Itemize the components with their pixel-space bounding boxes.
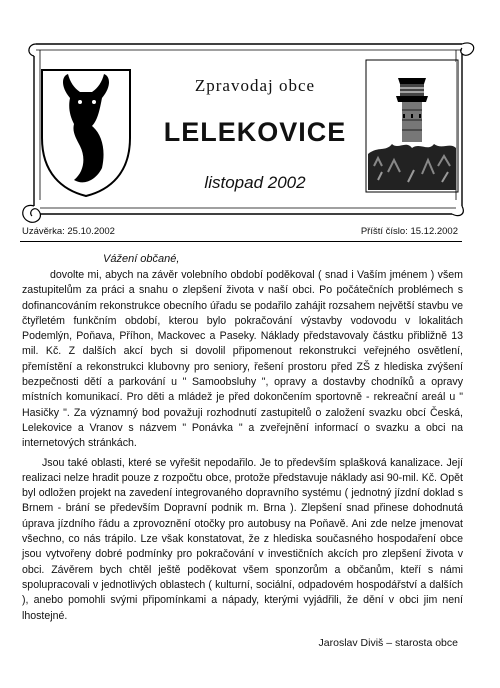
letter-paragraph: dovolte mi, abych na závěr volebního období poděkoval ( snad i Vaším jménem ) všem zastupitelům za práci a snahu o zlepšení života v naší obci. Po počátečních problémech s dofinancováním rekonstrukce obecního úřadu se podařilo zahájit rozsahem největší stavbu ve čtyřletém funkčním období, kterou bylo pokračování výstavby vodovodu v lokalitách Podemlýn, Poňava, Příhon, Mackovec a Paseky. Náklady představovaly částku přibližně 13 mil. Kč. Z dalších akcí bych si dovolil připomenout rekonstrukci veřejného osvětlení, přemístění a rekonstrukci klubovny pro seniory, řešení prostoru před ZŠ z hlediska zvýšení bezpečnosti dětí a parkování u " Samoobsluhy ", opravy a dostavby chodníků a opravy místních komunikací. Pro děti a mládež je před dokončením sportovně - rekreační areál u " Hasičky ". Za významný bod považuji rozhodnutí zastupitelů o založení svazku obcí Česká, Lelekovice a Vranov s názvem " Ponávka " a zveřejnění informací o svazku a obci na internetových stránkách. xyxy=(22,269,463,450)
letter-body xyxy=(22,268,463,624)
masthead xyxy=(0,0,500,240)
letter-greeting: Vážení občané, xyxy=(103,253,180,265)
divider xyxy=(20,241,462,242)
letter-paragraph: Jsou také oblasti, které se vyřešit nepodařilo. Je to především splašková kanalizace. Její realizaci nelze hradit pouze z rozpočtu obce, protože představuje náklady asi 90-mil. Kč. Opět byl odložen projekt na zavedení integrovaného dopravního systému ( jednotný jízdní doklad s Brnem - brání se především Dopravní podnik m. Brna ). Zlepšení snad přinese dohodnutá úprava jízdního řádu a zprovoznění otočky pro autobusy na Poňavě. Ani zde nelze jmenovat všechno, co nás trápilo. Lze však konstatovat, že z hlediska současného hospodaření obce jsou vytvořeny dobré podmínky pro pokračování v investičních akcích pro zlepšení života v obci. Závěrem bych chtěl ještě poděkovat všem sponzorům a občanům, kteří s námi spolupracovali v jednotlivých oblastech ( kulturní, sociální, odpadovém hospodářství a dalších ), anebo pomohli svými připomínkami a nápady, kterými vyjádřili, že dění v obci jim není lhostejné. xyxy=(22,456,463,622)
newsletter-title: LELEKOVICE xyxy=(163,117,347,147)
deadline-note: Uzávěrka: 25.10.2002 xyxy=(22,226,115,237)
next-issue-note: Příští číslo: 15.12.2002 xyxy=(360,226,458,237)
issue-date: listopad 2002 xyxy=(204,173,306,192)
signature: Jaroslav Diviš – starosta obce xyxy=(318,637,458,649)
newsletter-subtitle: Zpravodaj obce xyxy=(194,76,316,95)
coat-of-arms-icon xyxy=(40,68,132,198)
